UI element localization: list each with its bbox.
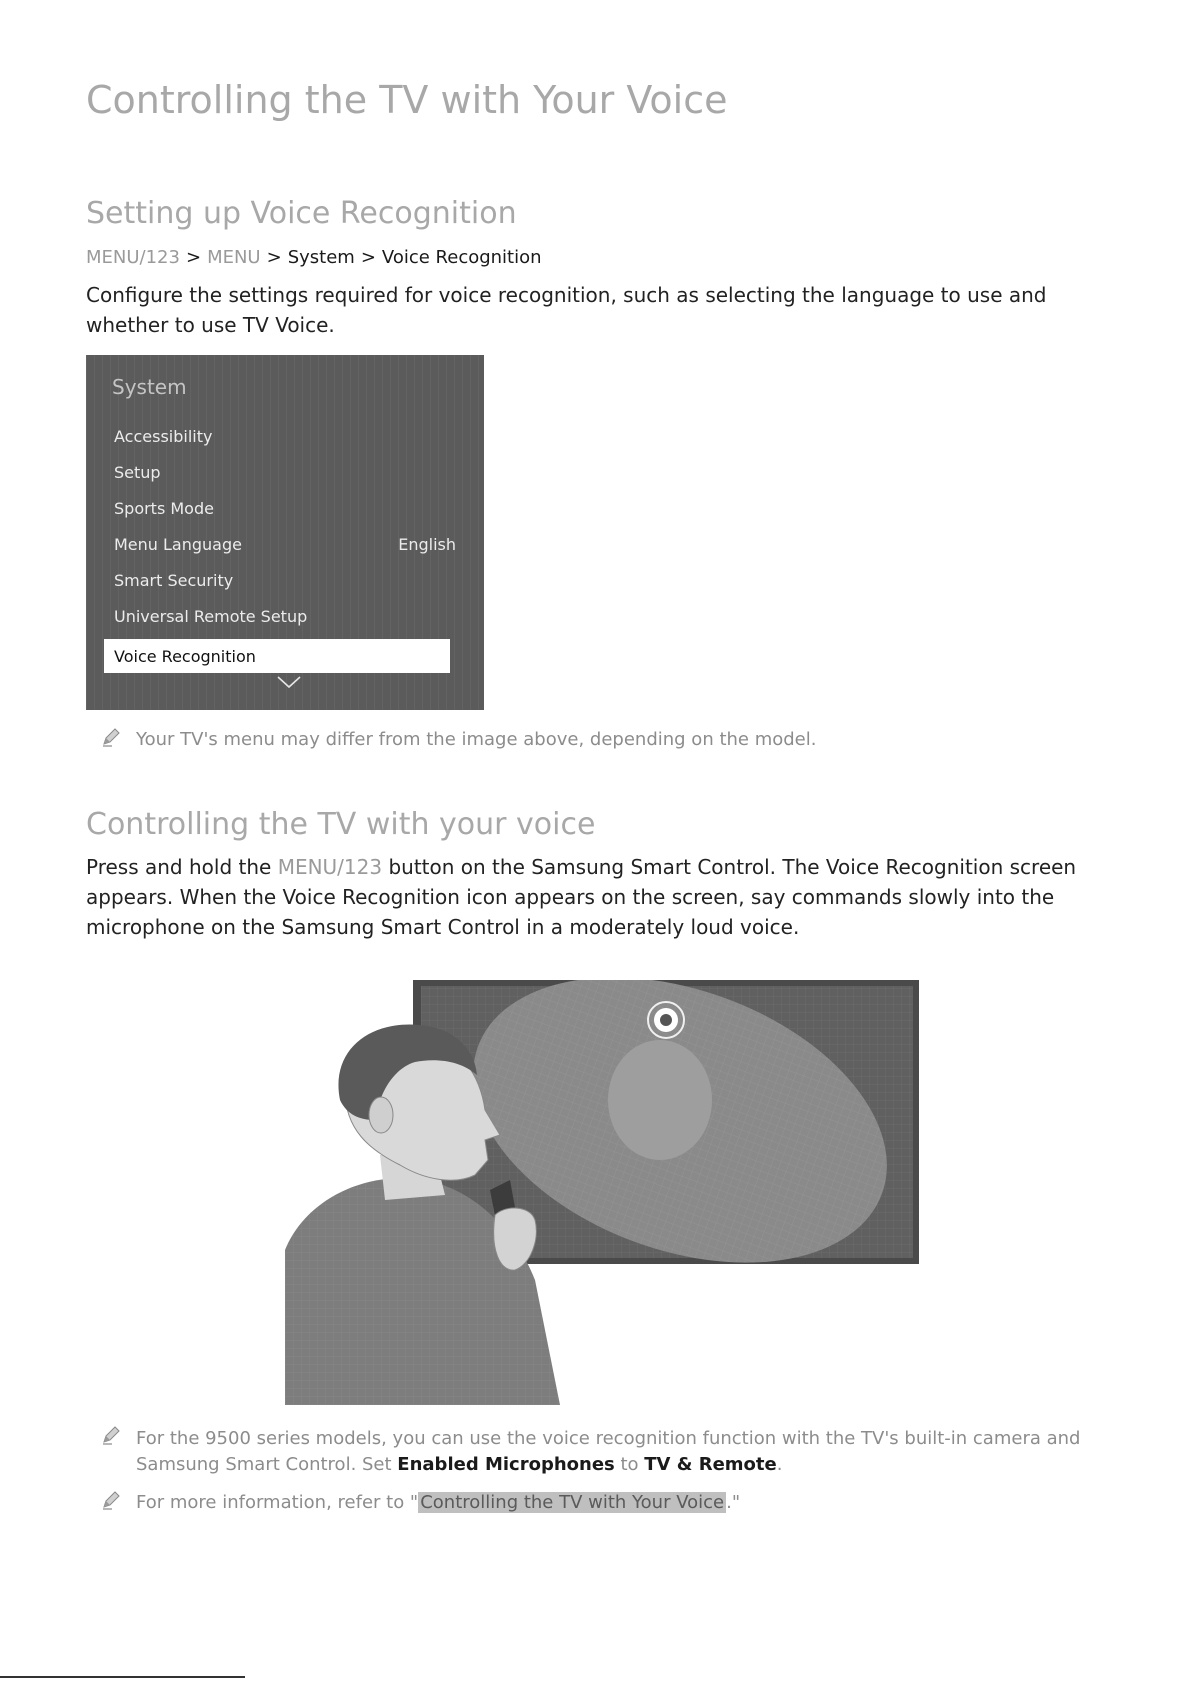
note-setting-value: TV & Remote (644, 1454, 777, 1475)
voice-control-paragraph (86, 852, 1106, 942)
note-text: to (614, 1454, 645, 1475)
pencil-icon (100, 726, 122, 748)
breadcrumb-sep: > (185, 247, 202, 268)
menu-item-label: Sports Mode (114, 499, 214, 518)
menu-item-menu-language (114, 535, 464, 554)
paragraph-button-name: MENU/123 (277, 855, 383, 879)
note-text: . (776, 1454, 783, 1475)
pencil-icon (100, 1489, 122, 1511)
menu-item-accessibility (114, 427, 464, 446)
section-heading-voice-control: Controlling the TV with your voice (86, 807, 596, 842)
pencil-icon (100, 1424, 122, 1446)
paragraph-text: button on the Samsung Smart Control. The Voice Recognition screen appears. When the Voice Recognition icon appears on the screen, say commands slowly into the microphone on the Samsung Smart Control in a moderately loud voice. (86, 855, 1077, 939)
paragraph-text: Press and hold the (86, 855, 278, 879)
breadcrumb-voice-recognition: Voice Recognition (381, 247, 542, 268)
breadcrumb-menu: MENU (207, 247, 261, 268)
menu-item-value: English (398, 535, 456, 554)
cross-reference-link[interactable]: Controlling the TV with Your Voice (420, 1492, 725, 1513)
menu-item-label: Voice Recognition (114, 646, 256, 666)
menu-item-sports-mode (114, 499, 464, 518)
menu-item-smart-security (114, 571, 464, 590)
note-text: For more information, refer to " (136, 1492, 419, 1513)
note-more-info (136, 1490, 740, 1516)
note-9500-series (136, 1426, 1096, 1478)
note-menu-differs: Your TV's menu may differ from the image above, depending on the model. (136, 729, 817, 750)
menu-item-label: Menu Language (114, 535, 242, 554)
menu-item-label: Universal Remote Setup (114, 607, 308, 626)
voice-control-illustration (285, 980, 921, 1405)
note-text: For the 9500 series models, you can use the voice recognition function with the TV's built-in camera and Samsung Smart Control. Set (136, 1428, 1081, 1475)
setup-description: Configure the settings required for voice recognition, such as selecting the language to use and whether to use TV Voice. (86, 283, 1047, 337)
menu-item-voice-recognition (104, 639, 450, 673)
breadcrumb (86, 247, 542, 268)
chevron-down-icon (276, 675, 302, 689)
menu-item-setup (114, 463, 464, 482)
breadcrumb-sep: > (266, 247, 282, 268)
menu-title: System (112, 375, 187, 399)
note-text: ." (726, 1492, 741, 1513)
section-heading-setup: Setting up Voice Recognition (86, 196, 517, 231)
breadcrumb-menu123: MENU/123 (86, 247, 180, 268)
page-title: Controlling the TV with Your Voice (86, 78, 728, 122)
menu-item-label: Setup (114, 463, 161, 482)
menu-item-label: Smart Security (114, 571, 234, 590)
note-setting-name: Enabled Microphones (397, 1454, 615, 1475)
breadcrumb-sep: > (360, 247, 376, 268)
breadcrumb-system: System (287, 247, 355, 268)
footer-divider (0, 1676, 245, 1678)
system-menu-screenshot (86, 355, 484, 710)
menu-item-universal-remote-setup (114, 607, 464, 626)
menu-item-label: Accessibility (114, 427, 213, 446)
